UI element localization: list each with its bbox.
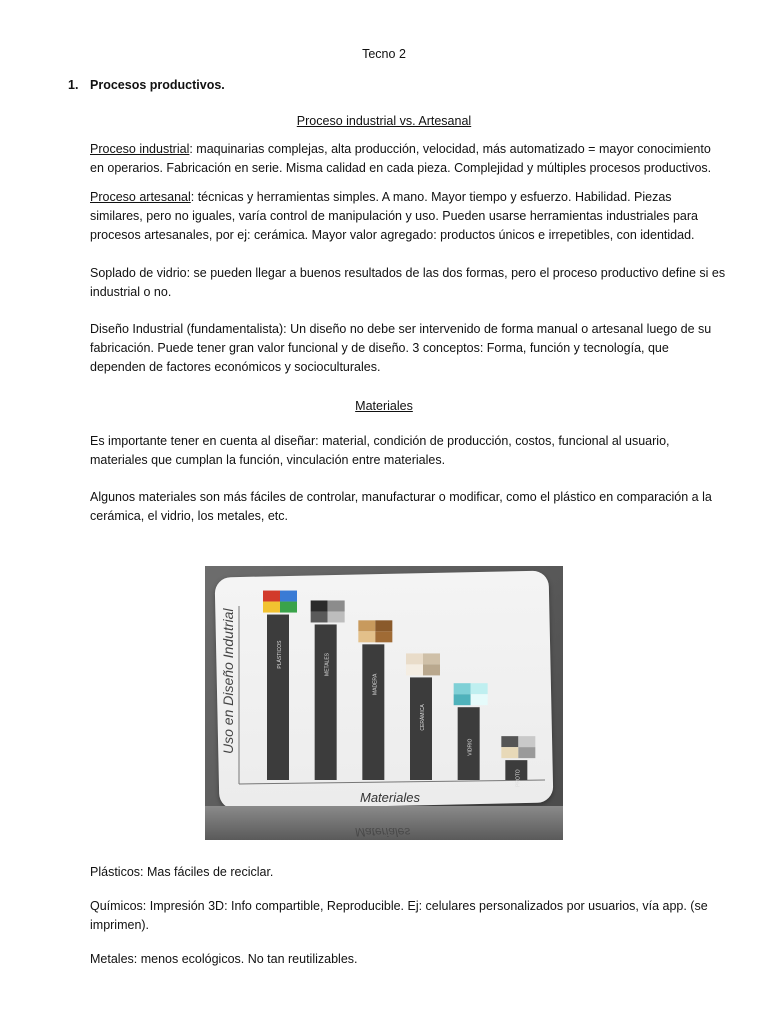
material-photo-0-3: [280, 602, 297, 613]
subtitle-industrial-vs-artesanal: Proceso industrial vs. Artesanal: [296, 114, 472, 128]
bar-label-2: MADERA: [372, 673, 379, 696]
material-photo-5-2: [501, 747, 518, 758]
material-photo-1-2: [311, 611, 328, 622]
material-photo-3-1: [423, 653, 440, 664]
material-photo-2-0: [358, 620, 375, 631]
section-number: 1.: [68, 78, 79, 92]
bar-1: [315, 624, 337, 780]
term-proceso-artesanal: Proceso artesanal: [90, 190, 191, 204]
material-photo-4-0: [454, 683, 471, 694]
material-photo-2-3: [375, 631, 392, 642]
paragraph-soplado-vidrio: Soplado de vidrio: se pueden llegar a buenos resultados de las dos formas, pero el proceso productivo define si es industrial o no.: [90, 266, 726, 299]
figure-reflection-text: Materiales: [355, 825, 411, 839]
paragraph-proceso-industrial: [90, 140, 726, 178]
material-photo-3-3: [423, 664, 440, 675]
document-title: Tecno 2: [362, 47, 406, 61]
material-photo-1-1: [328, 600, 345, 611]
material-photo-0-0: [263, 591, 280, 602]
material-photo-3-0: [406, 653, 423, 664]
paragraph-quimicos: Químicos: Impresión 3D: Info compartible, Reproducible. Ej: celulares personalizados por usuarios, vía app. (se imprimen).: [90, 899, 708, 932]
material-photo-4-1: [471, 683, 488, 694]
paragraph-proceso-artesanal: [90, 188, 726, 245]
materials-chart-figure: [205, 566, 563, 840]
x-axis-label: Materiales: [360, 790, 420, 805]
y-axis-label: Uso en Diseño Indutrial: [220, 608, 236, 754]
paragraph-text: : técnicas y herramientas simples. A mano. Mayor tiempo y esfuerzo. Habilidad. Piezas similares, pero no iguales, varía control de manipulación y uso. Pueden usarse herramientas industriales para procesos artesanales, por ej: cerámica. Mayor valor agregado: productos únicos e irrepetibles, con identidad.: [90, 190, 698, 242]
paragraph-importante: Es importante tener en cuenta al diseñar: material, condición de producción, costos, funcional al usuario, materiales que cumplan la función, vinculación entre materiales.: [90, 434, 670, 467]
material-photo-4-3: [471, 694, 488, 705]
paragraph-text: : maquinarias complejas, alta producción, velocidad, más automatizado = mayor conocimiento en operarios. Fabricación en serie. Misma calidad en cada pieza. Complejidad y múltiples procesos productivos.: [90, 142, 712, 175]
paragraph-plasticos: Plásticos: Mas fáciles de reciclar.: [90, 865, 274, 879]
material-photo-5-1: [518, 736, 535, 747]
bar-label-3: CERÁMICA: [420, 704, 426, 731]
term-proceso-industrial: Proceso industrial: [90, 142, 190, 156]
section-heading: [68, 76, 728, 95]
material-photo-0-2: [263, 602, 280, 613]
material-photo-2-2: [358, 631, 375, 642]
section-heading-text: Procesos productivos.: [90, 78, 225, 92]
bar-label-4: VIDRIO: [467, 738, 474, 756]
material-photo-1-3: [328, 611, 345, 622]
paragraph-algunos-materiales: Algunos materiales son más fáciles de controlar, manufacturar o modificar, como el plástico en comparación a la cerámica, el vidrio, los metales, etc.: [90, 490, 712, 523]
bar-label-1: METALES: [324, 652, 331, 676]
material-photo-4-2: [454, 694, 471, 705]
bar-0: [267, 615, 289, 780]
material-photo-2-1: [375, 620, 392, 631]
material-photo-1-0: [311, 600, 328, 611]
material-photo-5-0: [501, 736, 518, 747]
x-axis: [239, 780, 545, 784]
bar-label-5: PROTO: [515, 769, 522, 787]
material-photo-5-3: [518, 747, 535, 758]
material-photo-3-2: [406, 664, 423, 675]
paragraph-diseno-industrial: Diseño Industrial (fundamentalista): Un diseño no debe ser intervenido de forma manual o artesanal luego de su fabricación. Puede tener gran valor funcional y de diseño. 3 conceptos: Forma, función y tecnología, que dependen de factores económicos y socioculturales.: [90, 322, 712, 374]
materials-chart: [205, 566, 563, 806]
bar-label-0: PLÁSTICOS: [277, 640, 283, 669]
paragraph-metales: Metales: menos ecológicos. No tan reutilizables.: [90, 952, 358, 966]
bar-2: [362, 644, 384, 780]
subtitle-materiales: Materiales: [355, 399, 413, 413]
material-photo-0-1: [280, 591, 297, 602]
